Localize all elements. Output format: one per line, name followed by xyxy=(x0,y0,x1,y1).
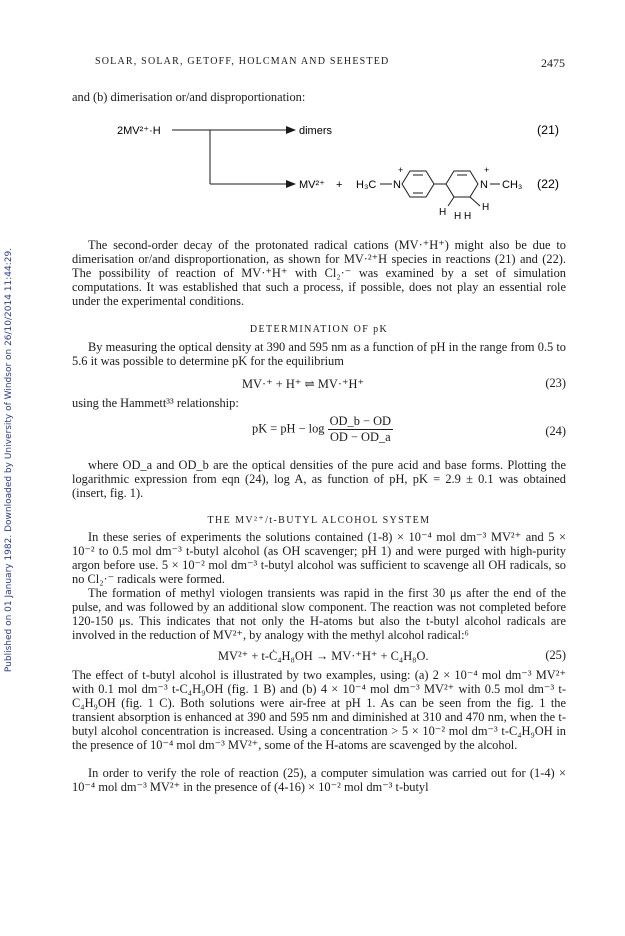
eq24-denominator: OD − OD_a xyxy=(329,430,391,444)
scheme-plus: + xyxy=(336,179,343,191)
equation-24 xyxy=(252,414,393,445)
scheme-n-left: N xyxy=(393,179,401,191)
paragraph-5: In these series of experiments the solutions contained (1-8) × 10⁻⁴ mol dm⁻³ MV²⁺ and 5 × 10⁻² to 0.5 mol dm⁻³ t-butyl alcohol (as OH scavenger; pH 1) and were purged with high-purity argon before use. 5 × 10⁻² mol dm⁻³ t-butyl alcohol was sufficient to scavenge all OH radicals, so no Cl₂·⁻ radicals were formed. xyxy=(72,530,566,586)
scheme-dimers: dimers xyxy=(299,125,333,137)
eq-num-21: (21) xyxy=(537,123,560,137)
paragraph-8: In order to verify the role of reaction (25), a computer simulation was carried out for (1-4) × 10⁻⁴ mol dm⁻³ MV²⁺ in the presence of (4-16) × 10⁻² mol dm⁻³ t-butyl xyxy=(72,766,566,794)
paragraph-2: By measuring the optical density at 390 and 595 nm as a function of pH in the range from 0.5 to 5.6 it was possible to determine pK for the equilibrium xyxy=(72,340,566,368)
eq24-lhs: pK = pH − log xyxy=(252,421,325,436)
eq-num-25: (25) xyxy=(545,648,566,662)
eq24-numerator: OD_b − OD xyxy=(329,414,391,428)
running-title: SOLAR, SOLAR, GETOFF, HOLCMAN AND SEHESTED xyxy=(95,56,390,67)
paragraph-1: The second-order decay of the protonated radical cations (MV·⁺H⁺) might also be due to dimerisation or/and disproportionation, as shown for MV·²⁺H species in reactions (21) and (22). The possibility of reaction of MV·⁺H⁺ with Cl₂·⁻ was examined by a set of simulation computations. It was established that such a process, if possible, does not play an essential role under the experimental conditions. xyxy=(72,238,566,308)
bond-h-left xyxy=(448,197,454,206)
scheme-h3c: H₃C xyxy=(356,179,377,191)
paragraph-6: The formation of methyl viologen transients was rapid in the first 30 μs after the end of the pulse, and was followed by an additional slow component. The reaction was not completed before 120-150 μs. This indicates that not only the H-atoms but also the t-butyl alcohol radicals are involved in the reduction of MV²⁺, by analogy with the methyl alcohol radical:⁶ xyxy=(72,586,566,642)
eq-num-22: (22) xyxy=(537,177,560,191)
equation-25: MV²⁺ + t-Ċ₄H₈OH → MV·⁺H⁺ + C₄H₈O. xyxy=(218,649,429,663)
plus-sign-n: + xyxy=(398,165,404,175)
scheme-mv: MV²⁺ xyxy=(299,179,325,191)
paragraph-3: using the Hammett³³ relationship: xyxy=(72,396,239,410)
scheme-h-right: H xyxy=(482,202,490,213)
eq-num-23: (23) xyxy=(545,376,566,390)
page-number: 2475 xyxy=(541,56,565,70)
section-heading-tbutyl: THE MV²⁺/t-BUTYL ALCOHOL SYSTEM xyxy=(207,515,431,526)
side-note-text: Published on 01 January 1982. Downloaded by University of Windsor on 26/10/2014 11:44:29. xyxy=(4,247,14,673)
scheme-reactant: 2MV²⁺·H xyxy=(117,125,161,137)
plus-sign-n-right: + xyxy=(484,165,490,175)
bond-h-right xyxy=(470,197,480,206)
side-note xyxy=(2,150,16,770)
paragraph-4: where OD_a and OD_b are the optical densities of the pure acid and base forms. Plotting the logarithmic expression from eqn (24), log A, as function of pH, pK = 2.9 ± 0.1 was obtained (insert, fig. 1). xyxy=(72,458,566,500)
reaction-scheme xyxy=(0,110,625,240)
intro-line: and (b) dimerisation or/and disproportionation: xyxy=(72,90,306,104)
arrowhead-mv xyxy=(286,180,296,188)
running-header xyxy=(95,56,565,71)
scheme-h-left: H xyxy=(439,207,447,218)
equation-23: MV·⁺ + H⁺ ⇌ MV·⁺H⁺ xyxy=(242,377,365,391)
paragraph-7: The effect of t-butyl alcohol is illustrated by two examples, using: (a) 2 × 10⁻⁴ mol dm⁻³ MV²⁺ with 0.1 mol dm⁻³ t-C₄H₉OH (fig. 1 B) and (b) 4 × 10⁻⁴ mol dm⁻³ MV²⁺ with 0.5 mol dm⁻³ t-C₄H₉OH (fig. 1 C). Both solutions were air-free at pH 1. As can be seen from the fig. 1 the transient absorption is enhanced at 390 and 595 nm and diminished at 310 and 470 nm, when the t-butyl alcohol concentration is increased. Using a concentration > 5 × 10⁻² mol dm⁻³ t-C₄H₉OH in the presence of 10⁻⁴ mol dm⁻³ MV²⁺, some of the H-atoms are scavenged by the alcohol. xyxy=(72,668,566,752)
section-heading-pk: DETERMINATION OF pK xyxy=(249,324,389,335)
eq24-fraction xyxy=(328,414,393,445)
arrowhead-dimers xyxy=(286,126,296,134)
eq-num-24: (24) xyxy=(545,424,566,438)
scheme-n-right: N xyxy=(480,179,488,191)
scheme-h-mid: H H xyxy=(454,211,472,222)
scheme-ch3: CH₃ xyxy=(502,179,523,191)
